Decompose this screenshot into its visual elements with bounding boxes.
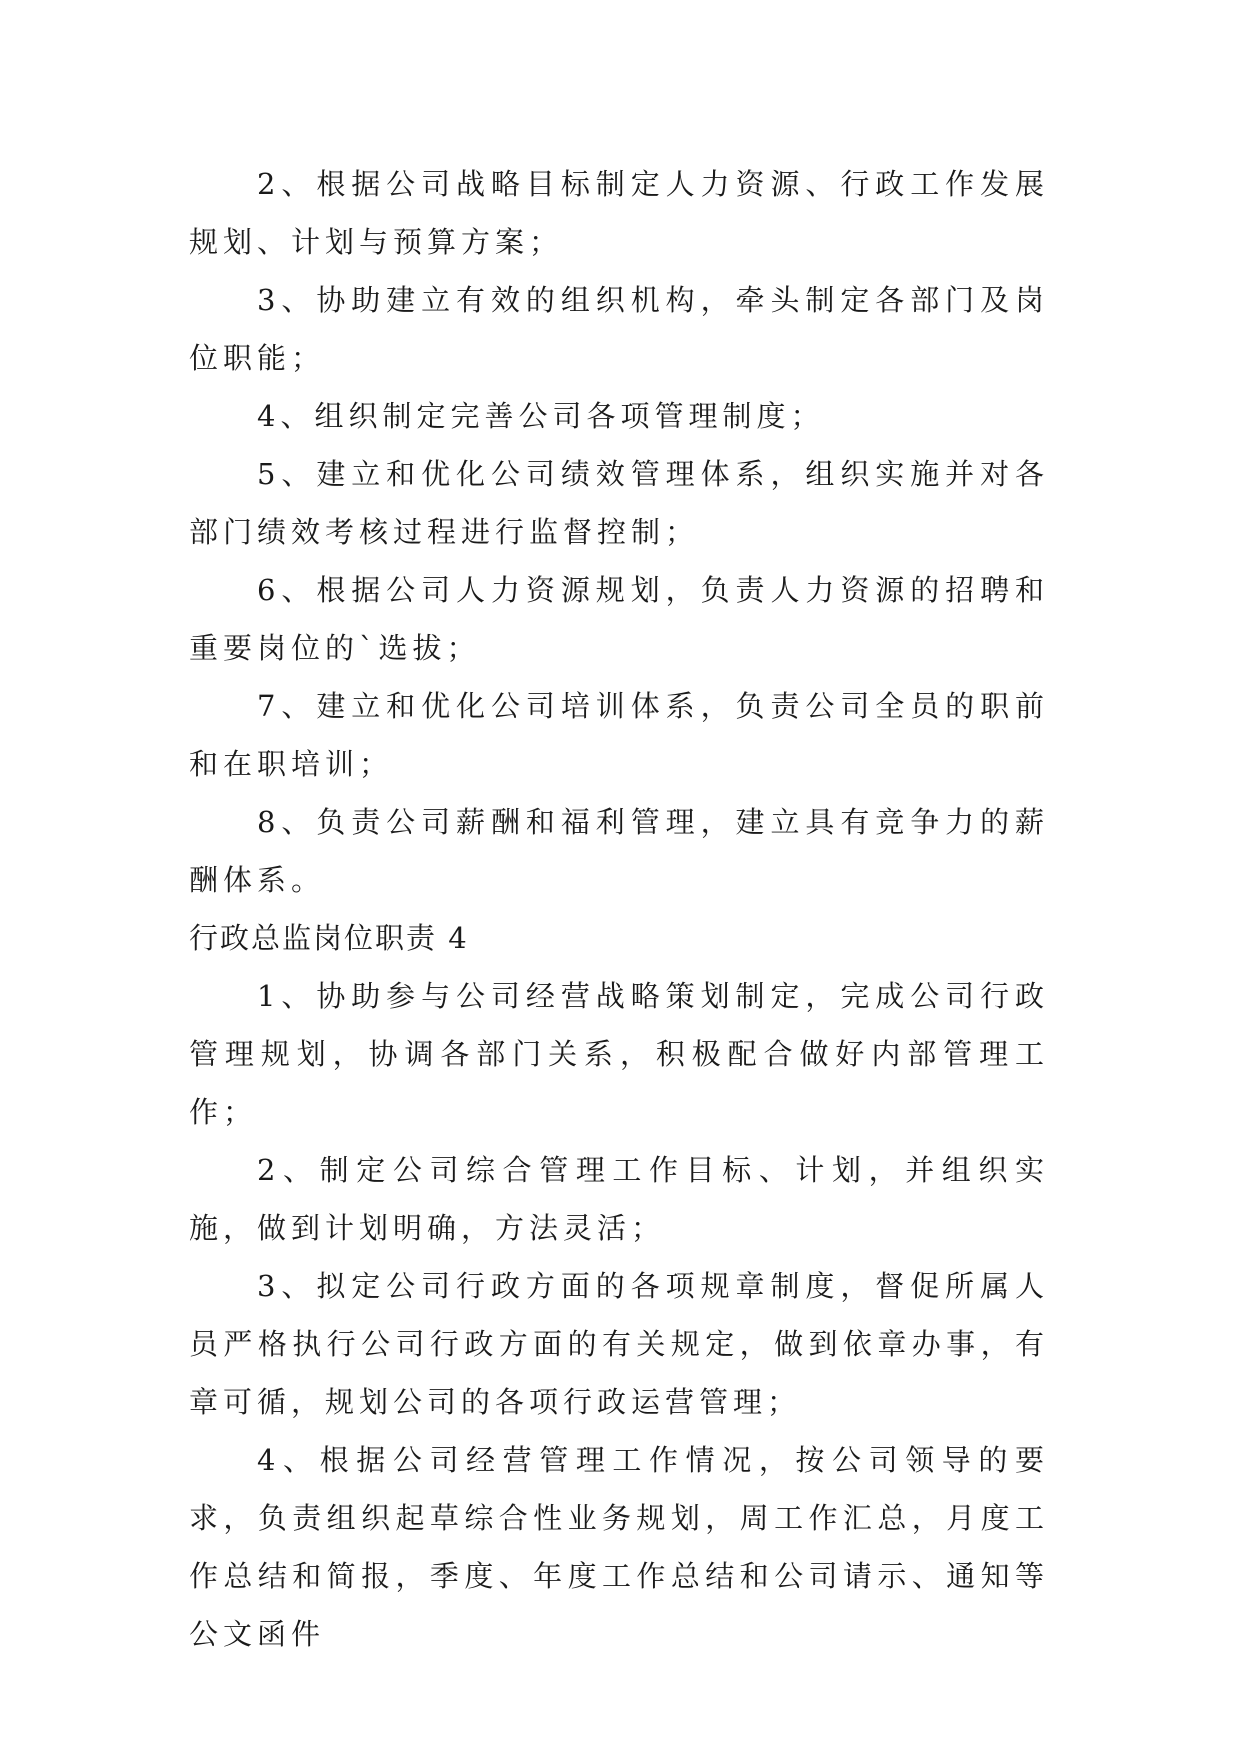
document-body [189, 155, 1049, 1663]
paragraph-item-4: 4、组织制定完善公司各项管理制度； [257, 399, 825, 433]
paragraph-item-2b: 2、制定公司综合管理工作目标、计划，并组织实施，做到计划明确，方法灵活； [189, 1153, 1049, 1245]
paragraph-item-6: 6、根据公司人力资源规划，负责人力资源的招聘和重要岗位的`选拔； [189, 573, 1049, 665]
paragraph-item-3b: 3、拟定公司行政方面的各项规章制度，督促所属人员严格执行公司行政方面的有关规定，做到依章办事，有章可循，规划公司的各项行政运营管理； [189, 1269, 1049, 1419]
paragraph-item-7: 7、建立和优化公司培训体系，负责公司全员的职前和在职培训； [189, 689, 1049, 781]
paragraph-item-4b: 4、根据公司经营管理工作情况，按公司领导的要求，负责组织起草综合性业务规划，周工作汇总，月度工作总结和简报，季度、年度工作总结和公司请示、通知等公文函件 [189, 1443, 1049, 1651]
paragraph-item-8: 8、负责公司薪酬和福利管理，建立具有竞争力的薪酬体系。 [189, 805, 1049, 897]
section-heading: 行政总监岗位职责 4 [189, 921, 469, 955]
paragraph-item-3: 3、协助建立有效的组织机构，牵头制定各部门及岗位职能； [189, 283, 1049, 375]
paragraph-item-5: 5、建立和优化公司绩效管理体系，组织实施并对各部门绩效考核过程进行监督控制； [189, 457, 1049, 549]
paragraph-item-2: 2、根据公司战略目标制定人力资源、行政工作发展规划、计划与预算方案； [189, 167, 1049, 259]
paragraph-item-1: 1、协助参与公司经营战略策划制定，完成公司行政管理规划，协调各部门关系，积极配合做好内部管理工作； [189, 979, 1049, 1129]
